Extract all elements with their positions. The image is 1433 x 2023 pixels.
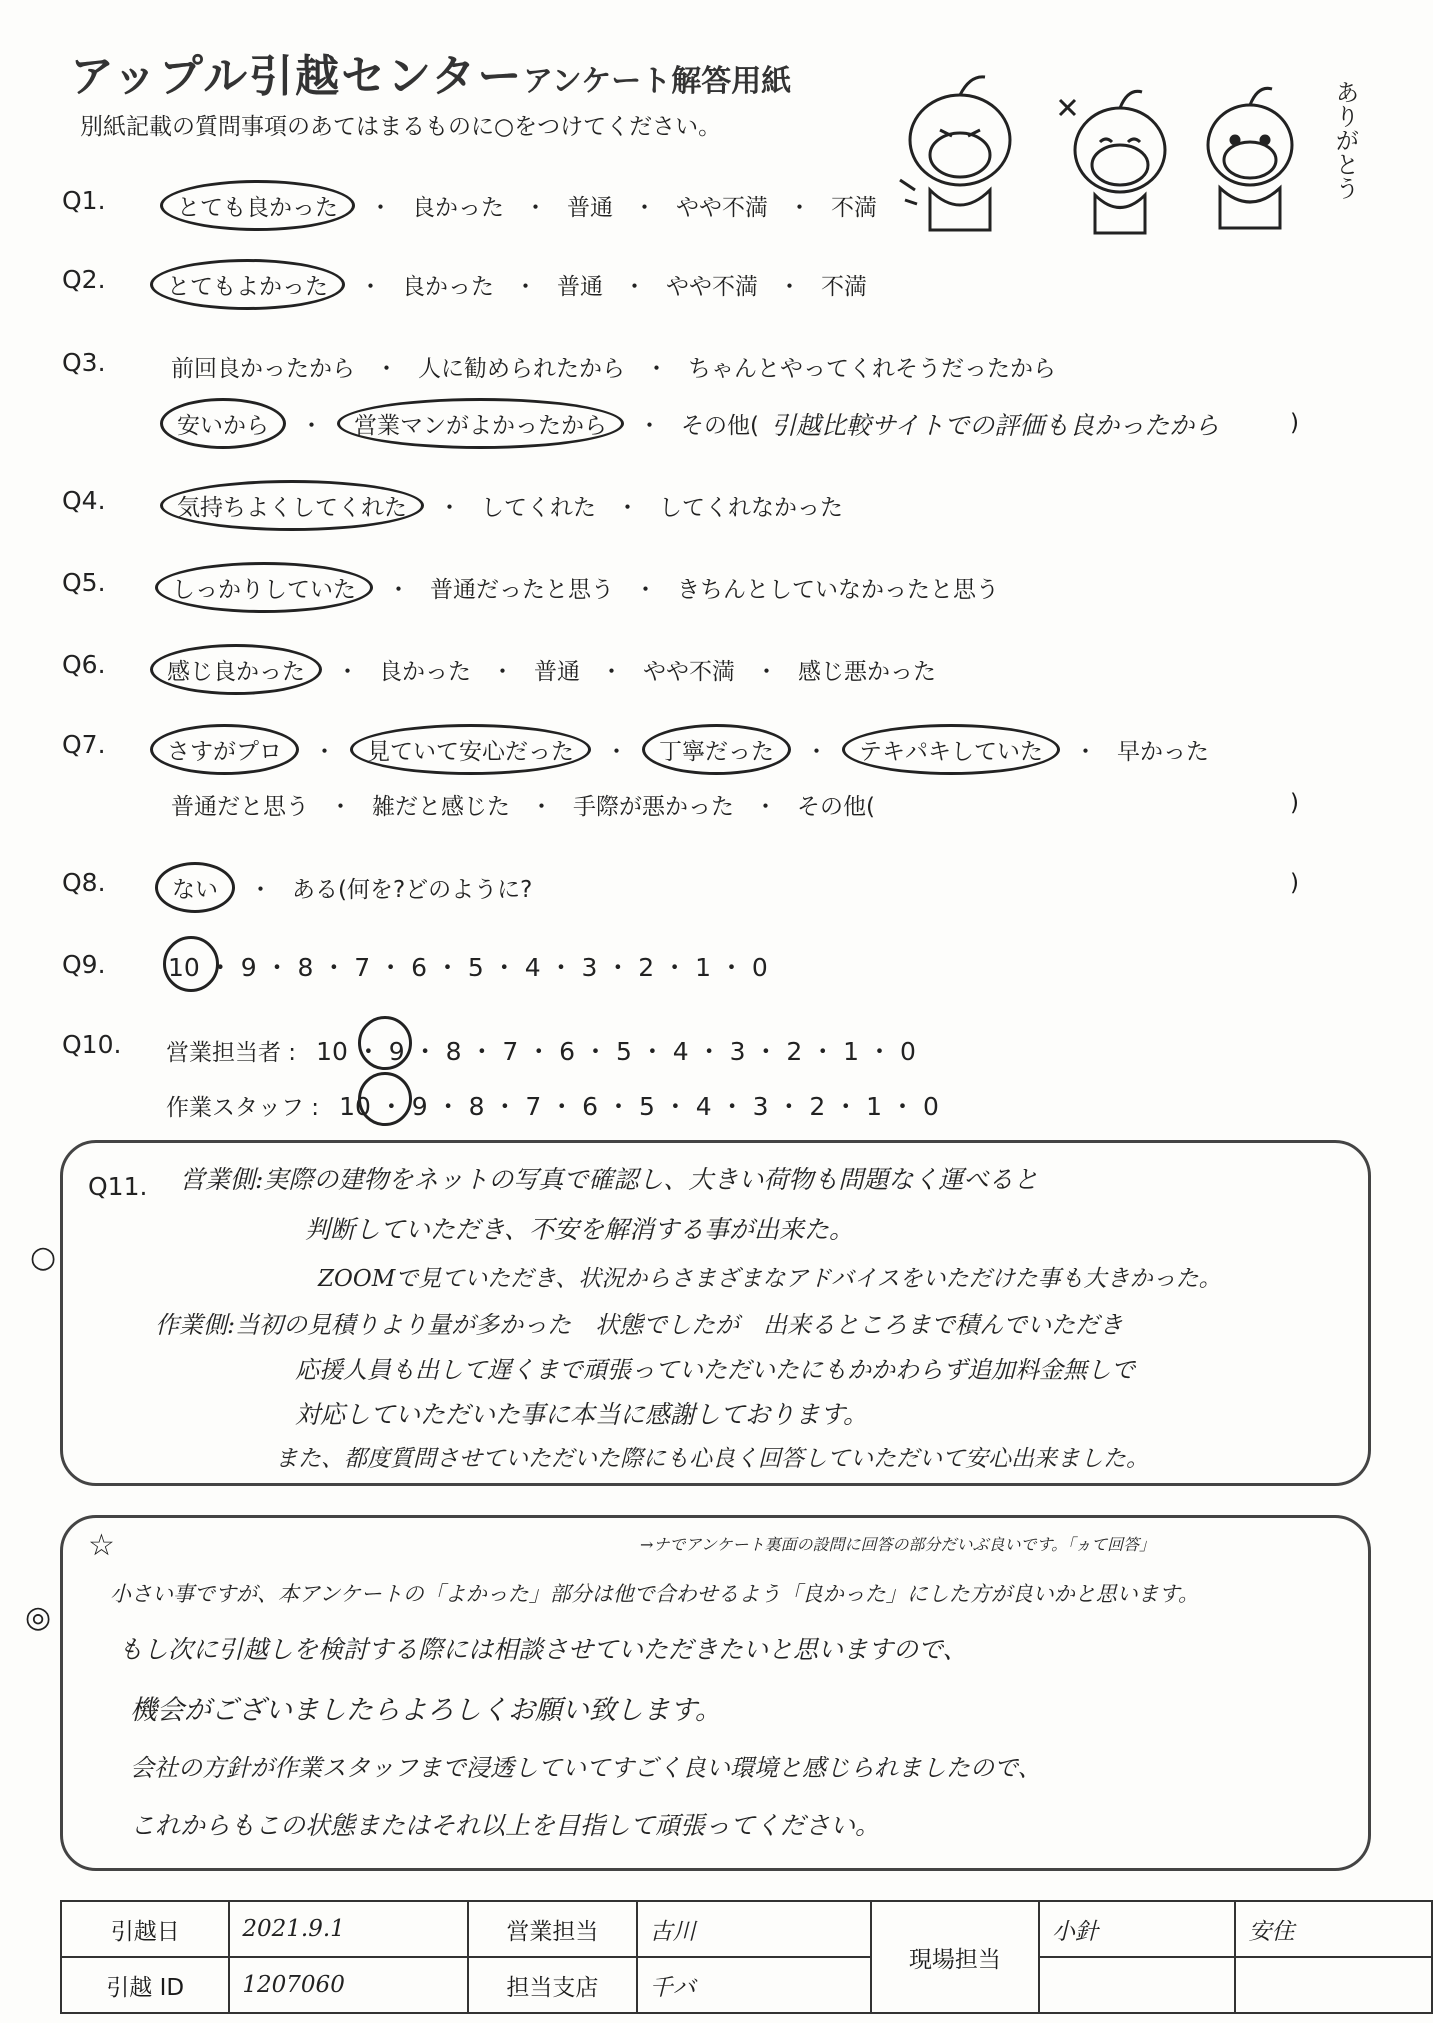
q8-close-paren: ) (1290, 870, 1299, 896)
q2-option-1[interactable]: とてもよかった (150, 259, 345, 310)
q2-option-3[interactable]: 普通 (557, 274, 603, 300)
q3-option-4[interactable]: 安いから (160, 398, 286, 449)
q3-other-label[interactable]: その他( (681, 413, 759, 439)
q3-option-3[interactable]: ちゃんとやってくれそうだったから (688, 356, 1056, 382)
site-rep-value-2[interactable]: 安住 (1235, 1901, 1432, 1957)
sales-rep-label: 営業担当 (468, 1901, 636, 1957)
q1-option-3[interactable]: 普通 (567, 195, 613, 221)
instruction-text: 別紙記載の質問事項のあてはまるものに○をつけてください。 (80, 114, 722, 140)
move-date-label: 引越日 (61, 1901, 229, 1957)
q11-line-3[interactable]: ZOOMで見ていただき、状況からさまざまなアドバイスをいただけた事も大きかった。 (318, 1266, 1222, 1292)
q7-option-1[interactable]: さすがプロ (150, 724, 299, 775)
q11-line-7[interactable]: また、都度質問させていただいた際にも心良く回答していただいて安心出来ました。 (275, 1446, 1149, 1472)
q6-option-1[interactable]: 感じ良かった (150, 644, 322, 695)
q3-option-1[interactable]: 前回良かったから (171, 356, 355, 382)
q7-option-5[interactable]: 早かった (1117, 739, 1209, 765)
q5-option-3[interactable]: きちんとしていなかったと思う (677, 577, 999, 603)
q1-label: Q1. (62, 186, 106, 215)
q1-option-1[interactable]: とても良かった (160, 180, 355, 231)
q10-sales-scale[interactable]: 10 ・ 9 ・ 8 ・ 7 ・ 6 ・ 5 ・ 4 ・ 3 ・ 2 ・ 1 ・ 0 (316, 1037, 916, 1066)
comments-line-1[interactable]: 小さい事ですが、本アンケートの「よかった」部分は他で合わせるよう「良かった」にした方が良いかと思います。 (110, 1582, 1200, 1606)
q10-sales-row (160, 1030, 922, 1070)
q11-line-6[interactable]: 対応していただいた事に本当に感謝しております。 (295, 1400, 869, 1429)
thanks-text: ありがとう (1331, 80, 1359, 200)
q7-label: Q7. (62, 730, 106, 759)
q3-option-2[interactable]: 人に勧められたから (418, 356, 625, 382)
site-rep-label: 現場担当 (871, 1901, 1039, 2013)
q6-label: Q6. (62, 650, 106, 679)
q4-option-2[interactable]: してくれた (481, 495, 596, 521)
comments-line-2[interactable]: もし次に引越しを検討する際には相談させていただきたいと思いますので、 (118, 1635, 968, 1664)
q4-options: 気持ちよくしてくれた ・ してくれた ・ してくれなかった (160, 480, 849, 531)
q2-option-4[interactable]: やや不満 (666, 274, 758, 300)
q7-options-line1: さすがプロ ・ 見ていて安心だった ・ 丁寧だった ・ テキパキしていた ・ 早かった (150, 724, 1215, 775)
q3-label: Q3. (62, 348, 106, 377)
q2-option-5[interactable]: 不満 (821, 274, 867, 300)
q3-other-answer[interactable]: 引越比較サイトでの評価も良かったから (770, 410, 1220, 440)
q6-option-4[interactable]: やや不満 (643, 659, 735, 685)
star-icon: ☆ (88, 1528, 115, 1563)
q5-option-1[interactable]: しっかりしていた (155, 562, 373, 613)
q5-option-2[interactable]: 普通だったと思う (430, 577, 614, 603)
q7-option-8[interactable]: 手際が悪かった (573, 794, 734, 820)
comments-line-5[interactable]: これからもこの状態またはそれ以上を目指して頑張ってください。 (130, 1811, 881, 1840)
q1-options: とても良かった ・ 良かった ・ 普通 ・ やや不満 ・ 不満 (160, 180, 883, 231)
q1-option-4[interactable]: やや不満 (676, 195, 768, 221)
q7-option-4[interactable]: テキパキしていた (842, 724, 1060, 775)
q9-selected-circle (163, 936, 219, 992)
q7-close-paren: ) (1290, 790, 1299, 816)
q7-option-3[interactable]: 丁寧だった (642, 724, 791, 775)
q3-options-line1: 前回良かったから ・ 人に勧められたから ・ ちゃんとやってくれそうだったから (165, 348, 1062, 385)
q7-other-label[interactable]: その他( (797, 794, 875, 820)
form-subtitle: アンケート解答用紙 (523, 64, 792, 99)
comments-margin-mark: ◎ (25, 1600, 52, 1635)
q11-line-2[interactable]: 判断していただき、不安を解消する事が出来た。 (305, 1215, 855, 1244)
comments-line-4[interactable]: 会社の方針が作業スタッフまで浸透していてすごく良い環境と感じられましたので、 (130, 1754, 1042, 1782)
q11-label: Q11. (88, 1172, 148, 1201)
q8-option-none[interactable]: ない (155, 862, 235, 913)
q4-label: Q4. (62, 486, 106, 515)
comments-note: →ナでアンケート裏面の設問に回答の部分だいぶ良いです。「ヵて回答」 (640, 1535, 1156, 1554)
q11-line-1[interactable]: 営業側:実際の建物をネットの写真で確認し、大きい荷物も問題なく運べると (180, 1165, 1039, 1194)
move-date-value[interactable]: 2021.9.1 (229, 1901, 468, 1957)
q9-scale[interactable]: 10 ・ 9 ・ 8 ・ 7 ・ 6 ・ 5 ・ 4 ・ 3 ・ 2 ・ 1 ・ 0 (168, 953, 768, 982)
info-table (60, 1900, 1433, 2014)
q1-option-5[interactable]: 不満 (831, 195, 877, 221)
q10-sales-label: 営業担当者 : (166, 1039, 297, 1066)
move-id-value[interactable]: 1207060 (229, 1957, 468, 2013)
q8-options: ない ・ ある(何を?どのように? (155, 862, 538, 913)
mascot-laughing (1060, 91, 1165, 233)
comments-line-3[interactable]: 機会がございましたらよろしくお願い致します。 (130, 1695, 722, 1726)
q6-option-2[interactable]: 良かった (379, 659, 471, 685)
q3-close-paren: ) (1290, 410, 1299, 436)
mascot-illustration (890, 60, 1390, 240)
q7-option-6[interactable]: 普通だと思う (171, 794, 309, 820)
q8-option-some[interactable]: ある(何を?どのように? (292, 877, 533, 903)
q6-option-3[interactable]: 普通 (534, 659, 580, 685)
q10-label: Q10. (62, 1030, 122, 1059)
q5-options: しっかりしていた ・ 普通だったと思う ・ きちんとしていなかったと思う (155, 562, 1005, 613)
q6-options: 感じ良かった ・ 良かった ・ 普通 ・ やや不満 ・ 感じ悪かった (150, 644, 942, 695)
mascot-bowing (1208, 88, 1292, 228)
move-id-label: 引越 ID (61, 1957, 229, 2013)
q10-sales-selected-circle (358, 1016, 412, 1070)
q10-staff-row (160, 1085, 945, 1125)
site-rep-empty-2 (1235, 1957, 1432, 2013)
q7-option-7[interactable]: 雑だと感じた (372, 794, 510, 820)
branch-label: 担当支店 (468, 1957, 636, 2013)
branch-value[interactable]: 千バ (637, 1957, 871, 2013)
q6-option-5[interactable]: 感じ悪かった (798, 659, 936, 685)
q4-option-3[interactable]: してくれなかった (659, 495, 843, 521)
q5-label: Q5. (62, 568, 106, 597)
company-title: アップル引越センター (70, 51, 524, 102)
q7-option-2[interactable]: 見ていて安心だった (350, 724, 591, 775)
q2-option-2[interactable]: 良かった (402, 274, 494, 300)
q10-staff-label: 作業スタッフ : (166, 1094, 320, 1121)
q3-options-line2: 安いから ・ 営業マンがよかったから ・ その他( 引越比較サイトでの評価も良かったから (160, 398, 1219, 449)
sales-rep-value[interactable]: 古川 (637, 1901, 871, 1957)
q10-staff-scale[interactable]: 10 ・ 9 ・ 8 ・ 7 ・ 6 ・ 5 ・ 4 ・ 3 ・ 2 ・ 1 ・ 0 (339, 1092, 939, 1121)
q9-label: Q9. (62, 950, 106, 979)
q1-option-2[interactable]: 良かった (412, 195, 504, 221)
site-rep-value-1[interactable]: 小針 (1039, 1901, 1235, 1957)
q11-line-4[interactable]: 作業側:当初の見積りより量が多かった 状態でしたが 出来るところまで積んでいただき (155, 1311, 1124, 1339)
site-rep-empty-1 (1039, 1957, 1235, 2013)
q11-margin-mark: ○ (30, 1240, 57, 1275)
mascot-angry (900, 77, 1010, 230)
q4-option-1[interactable]: 気持ちよくしてくれた (160, 480, 424, 531)
q3-option-5[interactable]: 営業マンがよかったから (337, 398, 624, 449)
q2-options: とてもよかった ・ 良かった ・ 普通 ・ やや不満 ・ 不満 (150, 259, 873, 310)
q7-options-line2: 普通だと思う ・ 雑だと感じた ・ 手際が悪かった ・ その他( (165, 786, 881, 823)
q10-staff-selected-circle (358, 1072, 412, 1126)
q11-line-5[interactable]: 応援人員も出して遅くまで頑張っていただいたにもかかわらず追加料金無しで (295, 1356, 1135, 1384)
q8-label: Q8. (62, 868, 106, 897)
q2-label: Q2. (62, 265, 106, 294)
